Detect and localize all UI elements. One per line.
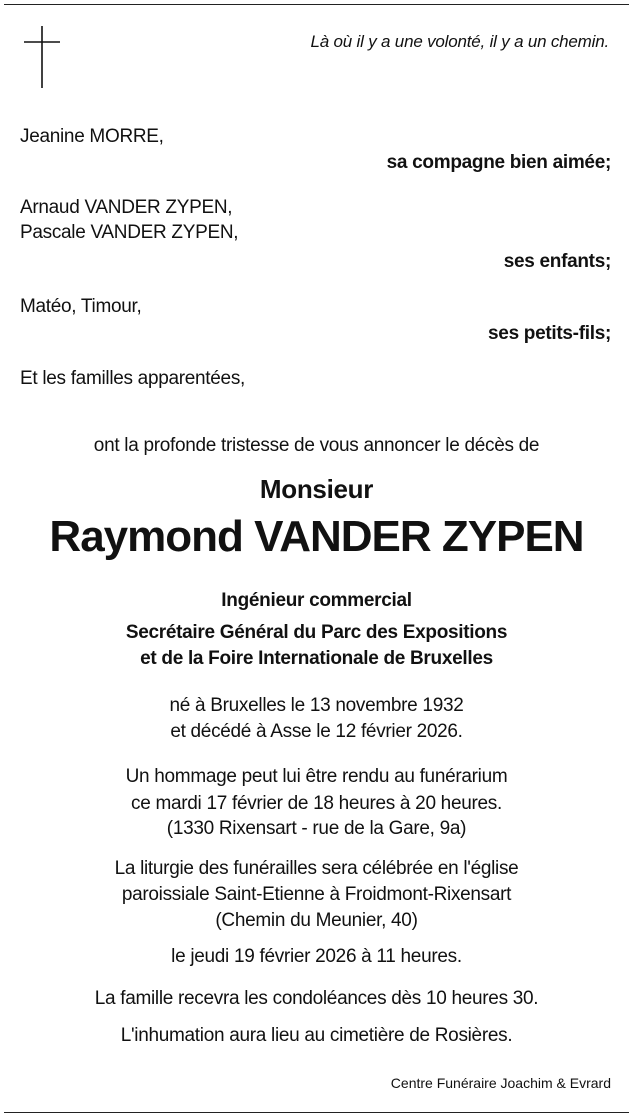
cross-icon bbox=[22, 26, 62, 88]
bottom-border bbox=[4, 1112, 629, 1113]
tribute-line: Un hommage peut lui être rendu au funérarium bbox=[125, 766, 508, 787]
relatives-line: Et les familles apparentées, bbox=[20, 368, 245, 389]
deceased-title: Monsieur bbox=[259, 474, 374, 504]
condolences-line: La famille recevra les condoléances dès 10 heures 30. bbox=[94, 988, 539, 1009]
top-border bbox=[4, 4, 629, 5]
death-line: et décédé à Asse le 12 février 2026. bbox=[170, 721, 463, 742]
tribute-line: ce mardi 17 février de 18 heures à 20 heures. bbox=[131, 793, 502, 814]
burial-line: L'inhumation aura lieu au cimetière de Rosières. bbox=[120, 1025, 513, 1046]
grandchildren-names: Matéo, Timour, bbox=[20, 296, 142, 317]
children-relation: ses enfants; bbox=[503, 251, 611, 272]
companion-relation: sa compagne bien aimée; bbox=[386, 152, 611, 173]
announcement: ont la profonde tristesse de vous annoncer le décès de bbox=[93, 435, 540, 456]
liturgy-line: La liturgie des funérailles sera célébrée en l'église bbox=[114, 858, 519, 879]
child-name: Pascale VANDER ZYPEN, bbox=[20, 222, 239, 243]
liturgy-date: le jeudi 19 février 2026 à 11 heures. bbox=[171, 946, 462, 967]
role-line: et de la Foire Internationale de Bruxelles bbox=[140, 648, 493, 669]
funeral-home: Centre Funéraire Joachim & Evrard bbox=[390, 1075, 611, 1091]
birth-line: né à Bruxelles le 13 novembre 1932 bbox=[169, 695, 464, 716]
liturgy-line: paroissiale Saint-Etienne à Froidmont-Rixensart bbox=[121, 884, 512, 905]
companion-name: Jeanine MORRE, bbox=[20, 126, 164, 147]
tribute-address: (1330 Rixensart - rue de la Gare, 9a) bbox=[166, 818, 467, 839]
profession: Ingénieur commercial bbox=[221, 590, 412, 611]
child-name: Arnaud VANDER ZYPEN, bbox=[20, 197, 233, 218]
role-line: Secrétaire Général du Parc des Expositions bbox=[125, 622, 508, 643]
motto: Là où il y a une volonté, il y a un chemin. bbox=[310, 32, 609, 51]
grandchildren-relation: ses petits-fils; bbox=[488, 323, 611, 344]
liturgy-address: (Chemin du Meunier, 40) bbox=[215, 910, 418, 931]
deceased-name: Raymond VANDER ZYPEN bbox=[49, 512, 584, 561]
